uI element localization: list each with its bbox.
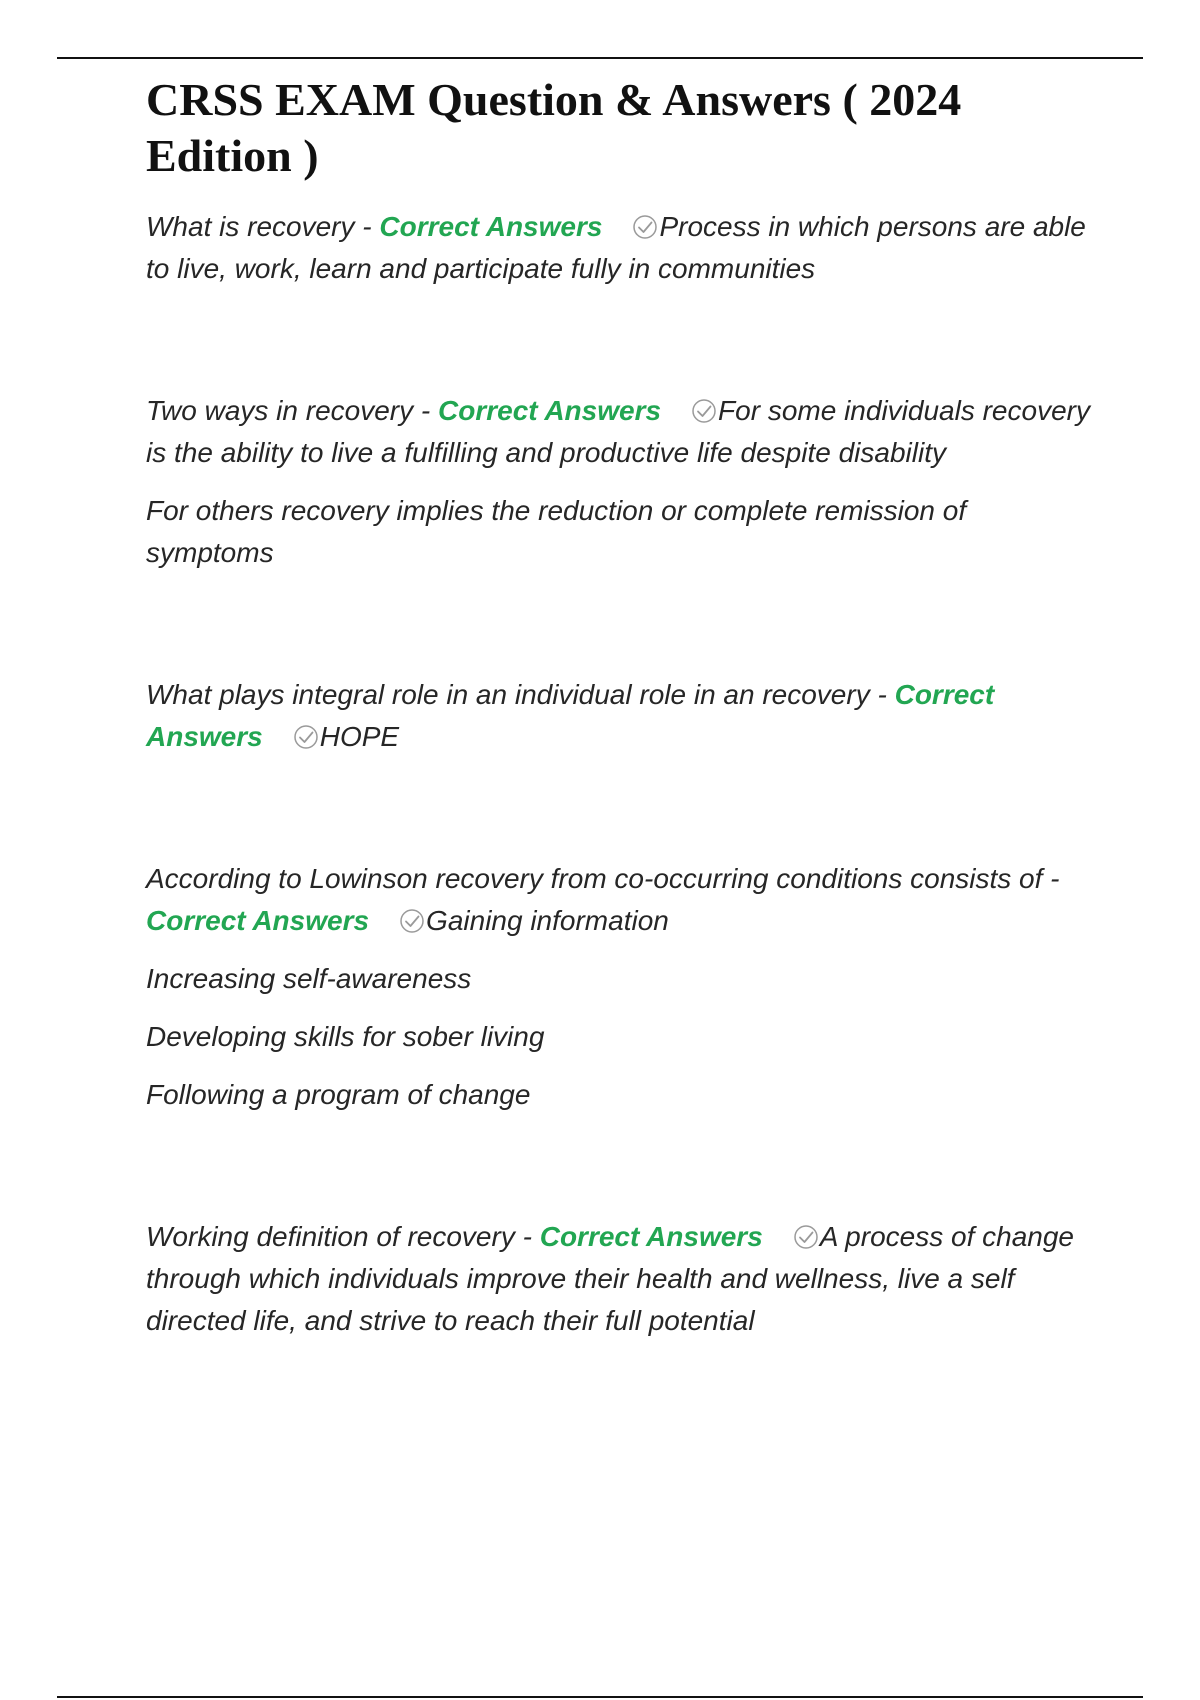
qa-item — [146, 206, 1096, 290]
answer-continuation: Increasing self-awareness — [146, 963, 472, 994]
question-text: According to Lowinson recovery from co-occurring conditions consists of - — [146, 863, 1060, 894]
qa-question-line — [146, 858, 1096, 942]
document-body — [146, 72, 1096, 1358]
checkmark-badge-icon — [293, 724, 319, 750]
answer-text: For some individuals recovery is the ability to live a fulfilling and productive life despite disability — [146, 395, 1090, 468]
question-text: What is recovery - — [146, 211, 380, 242]
page-title: CRSS EXAM Question & Answers ( 2024 Edition ) — [146, 74, 962, 181]
answer-continuation: Following a program of change — [146, 1079, 531, 1110]
qa-item — [146, 858, 1096, 1116]
qa-item — [146, 390, 1096, 574]
checkmark-badge-icon — [793, 1224, 819, 1250]
answer-continuation: For others recovery implies the reduction or complete remission of symptoms — [146, 495, 967, 568]
question-text: Two ways in recovery - — [146, 395, 438, 426]
answer-text: A process of change through which individuals improve their health and wellness, live a self directed life, and strive to reach their full potential — [146, 1221, 1074, 1336]
answer-text: Process in which persons are able to live, work, learn and participate fully in communities — [146, 211, 1086, 284]
qa-question-line — [146, 1216, 1096, 1342]
qa-question-line — [146, 674, 1096, 758]
correct-answers-label: Correct Answers — [539, 1221, 763, 1252]
answer-text: HOPE — [319, 721, 400, 752]
correct-answers-label: Correct Answers — [146, 905, 370, 936]
answer-text: Gaining information — [426, 905, 669, 936]
answer-continuation: Developing skills for sober living — [146, 1021, 545, 1052]
correct-answers-label: Correct Answers — [438, 395, 662, 426]
qa-item — [146, 1216, 1096, 1342]
qa-item — [146, 674, 1096, 758]
bottom-rule — [57, 1696, 1143, 1698]
checkmark-badge-icon — [691, 398, 717, 424]
question-text: What plays integral role in an individual role in an recovery - — [146, 679, 895, 710]
top-rule — [57, 57, 1143, 59]
checkmark-badge-icon — [399, 908, 425, 934]
qa-question-line — [146, 390, 1096, 474]
question-text: Working definition of recovery - — [146, 1221, 540, 1252]
qa-question-line — [146, 206, 1096, 290]
checkmark-badge-icon — [632, 214, 658, 240]
correct-answers-label: Correct Answers — [146, 679, 995, 752]
correct-answers-label: Correct Answers — [379, 211, 603, 242]
